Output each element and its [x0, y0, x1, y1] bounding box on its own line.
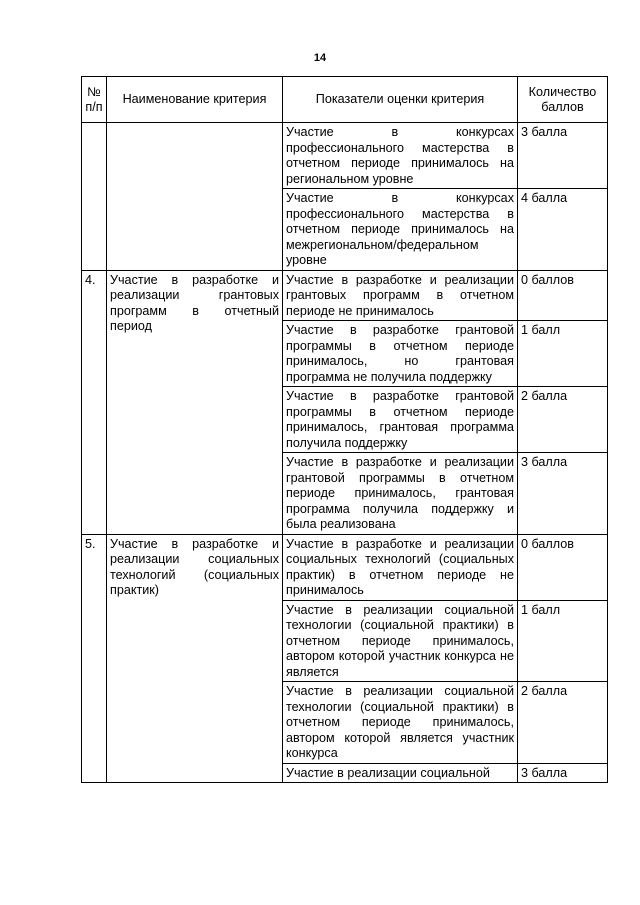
criterion-name: Участие в разработке и реализации грантовых программ в отчетный период	[107, 270, 283, 534]
indicator-cell: Участие в реализации социальной	[283, 763, 518, 783]
indicator-cell: Участие в реализации социальной технологии (социальной практики) в отчетном периоде принималось, автором которой является участник конкурса	[283, 682, 518, 764]
header-points-line1: Количество	[528, 84, 597, 99]
criterion-number	[82, 123, 107, 271]
indicator-cell: Участие в разработке и реализации грантовой программы в отчетном периоде принималось, грантовая программа получила поддержку и была реализована	[283, 453, 518, 535]
points-cell: 1 балл	[518, 600, 608, 682]
table-header-row	[82, 77, 608, 123]
points-cell: 0 баллов	[518, 534, 608, 600]
table-row	[82, 534, 608, 600]
criteria-table	[81, 76, 608, 783]
points-cell: 3 балла	[518, 453, 608, 535]
indicator-cell: Участие в разработке и реализации социальных технологий (социальных практик) в отчетном периоде не принималось	[283, 534, 518, 600]
criterion-name	[107, 123, 283, 271]
indicator-cell: Участие в разработке грантовой программы в отчетном периоде принималось, но грантовая программа не получила поддержку	[283, 321, 518, 387]
indicator-cell: Участие в конкурсах профессионального мастерства в отчетном периоде принималось на межрегиональном/федеральном уровне	[283, 189, 518, 271]
indicator-cell: Участие в конкурсах профессионального мастерства в отчетном периоде принималось на региональном уровне	[283, 123, 518, 189]
header-points	[518, 77, 608, 123]
indicator-cell: Участие в разработке и реализации грантовых программ в отчетном периоде не принималось	[283, 270, 518, 321]
criterion-number: 5.	[82, 534, 107, 783]
indicator-cell: Участие в реализации социальной технологии (социальной практики) в отчетном периоде принималось, автором которой участник конкурса не является	[283, 600, 518, 682]
criterion-name: Участие в разработке и реализации социальных технологий (социальных практик)	[107, 534, 283, 783]
points-cell: 0 баллов	[518, 270, 608, 321]
page-number: 14	[313, 52, 327, 64]
points-cell: 2 балла	[518, 682, 608, 764]
indicator-cell: Участие в разработке грантовой программы в отчетном периоде принималось, грантовая программа получила поддержку	[283, 387, 518, 453]
points-cell: 2 балла	[518, 387, 608, 453]
header-number	[82, 77, 107, 123]
header-points-line2: баллов	[541, 100, 584, 114]
header-criterion-name: Наименование критерия	[107, 77, 283, 123]
points-cell: 3 балла	[518, 763, 608, 783]
header-indicators: Показатели оценки критерия	[283, 77, 518, 123]
header-number-line2: п/п	[85, 100, 103, 114]
table-row	[82, 270, 608, 321]
criteria-body	[82, 123, 608, 783]
points-cell: 4 балла	[518, 189, 608, 271]
points-cell: 3 балла	[518, 123, 608, 189]
table-row	[82, 123, 608, 189]
header-number-line1: №	[87, 84, 101, 99]
points-cell: 1 балл	[518, 321, 608, 387]
criterion-number: 4.	[82, 270, 107, 534]
